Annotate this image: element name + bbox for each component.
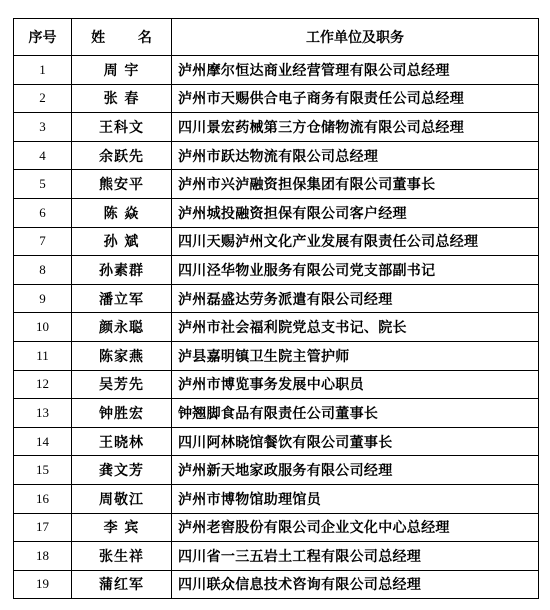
work-unit-position-cell: 四川景宏药械第三方仓储物流有限公司总经理 (172, 113, 539, 142)
serial-number-cell: 14 (14, 427, 72, 456)
table-row (14, 284, 539, 313)
work-unit-position-cell: 泸州磊盛达劳务派遣有限公司经理 (172, 284, 539, 313)
name-cell: 孙 斌 (72, 227, 172, 256)
work-unit-position-cell: 泸州城投融资担保有限公司客户经理 (172, 198, 539, 227)
table-row (14, 227, 539, 256)
work-unit-position-cell: 泸州市跃达物流有限公司总经理 (172, 141, 539, 170)
work-unit-position-cell: 四川天赐泸州文化产业发展有限责任公司总经理 (172, 227, 539, 256)
table-row (14, 170, 539, 199)
table-row (14, 456, 539, 485)
work-unit-position-cell: 钟翘脚食品有限责任公司董事长 (172, 399, 539, 428)
name-cell: 颜永聪 (72, 313, 172, 342)
header-name-text: 姓 名 (91, 30, 166, 46)
name-cell: 龚文芳 (72, 456, 172, 485)
serial-number-cell: 2 (14, 84, 72, 113)
name-cell: 陈 焱 (72, 198, 172, 227)
work-unit-position-cell: 泸州市兴泸融资担保集团有限公司董事长 (172, 170, 539, 199)
serial-number-cell: 11 (14, 341, 72, 370)
header-work-unit-position: 工作单位及职务 (172, 19, 539, 56)
table-row (14, 542, 539, 571)
serial-number-cell: 9 (14, 284, 72, 313)
table-row (14, 313, 539, 342)
work-unit-position-cell: 泸州市博物馆助理馆员 (172, 484, 539, 513)
serial-number-cell: 1 (14, 56, 72, 85)
header-name (72, 19, 172, 56)
serial-number-cell: 4 (14, 141, 72, 170)
name-cell: 余跃先 (72, 141, 172, 170)
table-row (14, 56, 539, 85)
table-row (14, 399, 539, 428)
table-row (14, 341, 539, 370)
table-row (14, 427, 539, 456)
table-row (14, 256, 539, 285)
name-cell: 王晓林 (72, 427, 172, 456)
serial-number-cell: 12 (14, 370, 72, 399)
name-cell: 张生祥 (72, 542, 172, 571)
name-cell: 钟胜宏 (72, 399, 172, 428)
name-cell: 周敬江 (72, 484, 172, 513)
serial-number-cell: 17 (14, 513, 72, 542)
serial-number-cell: 13 (14, 399, 72, 428)
work-unit-position-cell: 泸县嘉明镇卫生院主管护师 (172, 341, 539, 370)
table-body (14, 56, 539, 599)
name-cell: 陈家燕 (72, 341, 172, 370)
serial-number-cell: 5 (14, 170, 72, 199)
table-row (14, 484, 539, 513)
name-cell: 王科文 (72, 113, 172, 142)
work-unit-position-cell: 四川联众信息技术咨询有限公司总经理 (172, 570, 539, 599)
work-unit-position-cell: 泸州市社会福利院党总支书记、院长 (172, 313, 539, 342)
serial-number-cell: 3 (14, 113, 72, 142)
table-row (14, 198, 539, 227)
table-row (14, 570, 539, 599)
serial-number-cell: 18 (14, 542, 72, 571)
table-row (14, 84, 539, 113)
personnel-table (13, 18, 539, 599)
name-cell: 孙素群 (72, 256, 172, 285)
name-cell: 蒲红军 (72, 570, 172, 599)
table-row (14, 141, 539, 170)
name-cell: 熊安平 (72, 170, 172, 199)
header-serial-number: 序号 (14, 19, 72, 56)
table-row (14, 113, 539, 142)
serial-number-cell: 16 (14, 484, 72, 513)
name-cell: 李 宾 (72, 513, 172, 542)
serial-number-cell: 8 (14, 256, 72, 285)
name-cell: 潘立军 (72, 284, 172, 313)
name-cell: 张 春 (72, 84, 172, 113)
serial-number-cell: 19 (14, 570, 72, 599)
table-row (14, 513, 539, 542)
header-row (14, 19, 539, 56)
work-unit-position-cell: 泸州老窖股份有限公司企业文化中心总经理 (172, 513, 539, 542)
name-cell: 吴芳先 (72, 370, 172, 399)
work-unit-position-cell: 四川省一三五岩土工程有限公司总经理 (172, 542, 539, 571)
table-header (14, 19, 539, 56)
serial-number-cell: 7 (14, 227, 72, 256)
work-unit-position-cell: 泸州市天赐供合电子商务有限责任公司总经理 (172, 84, 539, 113)
name-cell: 周 宇 (72, 56, 172, 85)
work-unit-position-cell: 四川泾华物业服务有限公司党支部副书记 (172, 256, 539, 285)
table-row (14, 370, 539, 399)
work-unit-position-cell: 泸州摩尔恒达商业经营管理有限公司总经理 (172, 56, 539, 85)
serial-number-cell: 10 (14, 313, 72, 342)
work-unit-position-cell: 泸州市博览事务发展中心职员 (172, 370, 539, 399)
serial-number-cell: 15 (14, 456, 72, 485)
serial-number-cell: 6 (14, 198, 72, 227)
work-unit-position-cell: 泸州新天地家政服务有限公司经理 (172, 456, 539, 485)
work-unit-position-cell: 四川阿林晓馆餐饮有限公司董事长 (172, 427, 539, 456)
